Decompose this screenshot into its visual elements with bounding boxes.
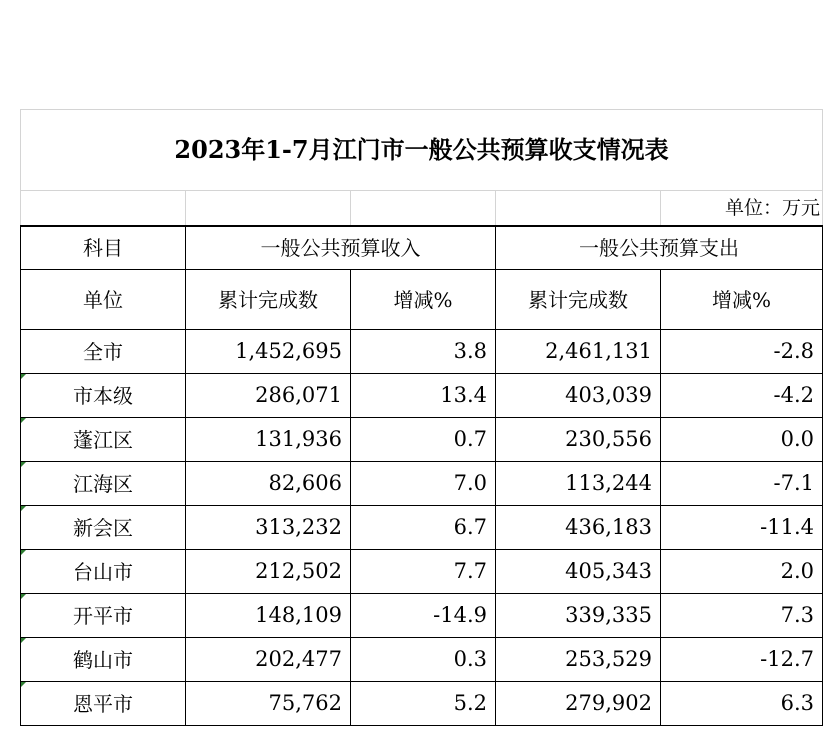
row-name-cell[interactable] (21, 594, 186, 638)
revenue-change-cell-text: 5.2 (453, 691, 487, 715)
expenditure-cell[interactable] (496, 682, 661, 726)
row-name-cell[interactable] (21, 418, 186, 462)
revenue-cell-text: 286,071 (255, 383, 342, 407)
spreadsheet (20, 109, 822, 726)
revenue-cell[interactable] (186, 418, 351, 462)
revenue-cell-text: 131,936 (255, 427, 342, 451)
expenditure-change-cell[interactable] (661, 374, 823, 418)
empty-cell[interactable] (21, 191, 186, 227)
row-name-cell-text: 江海区 (73, 471, 133, 496)
expenditure-cell-text: 253,529 (565, 647, 652, 671)
header-subject[interactable]: 科目 (21, 226, 186, 270)
expenditure-change-cell-text: -2.8 (773, 339, 814, 363)
revenue-change-cell-text: -14.9 (433, 603, 487, 627)
expenditure-cell-text: 230,556 (565, 427, 652, 451)
expenditure-change-cell[interactable] (661, 418, 823, 462)
row-name-cell-text: 鹤山市 (73, 647, 133, 672)
expenditure-cell[interactable] (496, 330, 661, 374)
cell-marker-icon (21, 594, 26, 599)
cell-marker-icon (21, 462, 26, 467)
expenditure-cell[interactable] (496, 374, 661, 418)
expenditure-change-cell-text: 7.3 (780, 603, 814, 627)
expenditure-change-cell-text: 6.3 (780, 691, 814, 715)
cell-marker-icon (21, 418, 26, 423)
header-revenue-change[interactable]: 增减% (351, 270, 496, 330)
row-name-cell-text: 台山市 (73, 559, 133, 584)
row-name-cell[interactable] (21, 330, 186, 374)
revenue-cell-text: 75,762 (268, 691, 342, 715)
revenue-cell-text: 1,452,695 (235, 339, 342, 363)
row-name-cell-text: 开平市 (73, 603, 133, 628)
row-name-cell[interactable] (21, 638, 186, 682)
expenditure-change-cell[interactable] (661, 682, 823, 726)
row-name-cell[interactable] (21, 462, 186, 506)
table-row (21, 374, 823, 418)
expenditure-cell[interactable] (496, 638, 661, 682)
expenditure-change-cell-text: -4.2 (773, 383, 814, 407)
revenue-cell[interactable] (186, 594, 351, 638)
expenditure-cell-text: 436,183 (565, 515, 652, 539)
expenditure-cell[interactable] (496, 594, 661, 638)
revenue-change-cell-text: 0.3 (453, 647, 487, 671)
row-name-cell-text: 市本级 (73, 383, 133, 408)
revenue-change-cell[interactable] (351, 550, 496, 594)
row-name-cell[interactable] (21, 550, 186, 594)
table-row (21, 550, 823, 594)
expenditure-change-cell-text: 0.0 (780, 427, 814, 451)
table-row (21, 682, 823, 726)
header-expenditure-change[interactable]: 增减% (661, 270, 823, 330)
revenue-change-cell-text: 3.8 (453, 339, 487, 363)
cell-marker-icon (21, 682, 26, 687)
row-name-cell-text: 蓬江区 (73, 427, 133, 452)
revenue-change-cell[interactable] (351, 374, 496, 418)
cell-marker-icon (21, 374, 26, 379)
revenue-change-cell-text: 7.7 (453, 559, 487, 583)
expenditure-cell[interactable] (496, 506, 661, 550)
row-name-cell[interactable] (21, 682, 186, 726)
row-name-cell-text: 恩平市 (73, 691, 133, 716)
revenue-change-cell[interactable] (351, 330, 496, 374)
table-row (21, 506, 823, 550)
revenue-change-cell[interactable] (351, 638, 496, 682)
revenue-change-cell[interactable] (351, 506, 496, 550)
header-revenue-group[interactable]: 一般公共预算收入 (186, 226, 496, 270)
expenditure-cell-text: 339,335 (565, 603, 652, 627)
empty-cell[interactable] (351, 191, 496, 227)
header-expenditure-group[interactable]: 一般公共预算支出 (496, 226, 823, 270)
revenue-cell-text: 212,502 (255, 559, 342, 583)
expenditure-cell-text: 405,343 (565, 559, 652, 583)
unit-label[interactable]: 单位：万元 (661, 191, 823, 227)
revenue-cell-text: 202,477 (255, 647, 342, 671)
row-name-cell[interactable] (21, 506, 186, 550)
expenditure-change-cell[interactable] (661, 330, 823, 374)
expenditure-cell[interactable] (496, 462, 661, 506)
table-row (21, 638, 823, 682)
expenditure-change-cell-text: -11.4 (760, 515, 814, 539)
expenditure-change-cell-text: -12.7 (760, 647, 814, 671)
revenue-change-cell-text: 6.7 (453, 515, 487, 539)
revenue-cell[interactable] (186, 462, 351, 506)
table-row (21, 462, 823, 506)
row-name-cell[interactable] (21, 374, 186, 418)
revenue-change-cell-text: 13.4 (440, 383, 487, 407)
revenue-change-cell[interactable] (351, 462, 496, 506)
cell-marker-icon (21, 506, 26, 511)
revenue-change-cell[interactable] (351, 594, 496, 638)
expenditure-change-cell-text: 2.0 (780, 559, 814, 583)
expenditure-change-cell[interactable] (661, 506, 823, 550)
cell-marker-icon (21, 638, 26, 643)
empty-cell[interactable] (496, 191, 661, 227)
header-expenditure-cumulative[interactable]: 累计完成数 (496, 270, 661, 330)
revenue-change-cell[interactable] (351, 418, 496, 462)
revenue-change-cell-text: 7.0 (453, 471, 487, 495)
revenue-cell[interactable] (186, 682, 351, 726)
table-row (21, 418, 823, 462)
expenditure-change-cell[interactable] (661, 594, 823, 638)
revenue-change-cell-text: 0.7 (453, 427, 487, 451)
table-row (21, 594, 823, 638)
revenue-cell[interactable] (186, 550, 351, 594)
revenue-change-cell[interactable] (351, 682, 496, 726)
table-row (21, 330, 823, 374)
cell-marker-icon (21, 550, 26, 555)
revenue-cell[interactable] (186, 638, 351, 682)
expenditure-change-cell[interactable] (661, 462, 823, 506)
revenue-cell-text: 313,232 (255, 515, 342, 539)
revenue-cell[interactable] (186, 330, 351, 374)
empty-cell[interactable] (186, 191, 351, 227)
expenditure-cell-text: 2,461,131 (545, 339, 652, 363)
header-revenue-cumulative[interactable]: 累计完成数 (186, 270, 351, 330)
row-name-cell-text: 新会区 (73, 515, 133, 540)
header-unit[interactable]: 单位 (21, 270, 186, 330)
expenditure-cell[interactable] (496, 550, 661, 594)
row-name-cell-text: 全市 (83, 339, 123, 364)
table-title[interactable]: 2023年1-7月江门市一般公共预算收支情况表 (21, 110, 823, 191)
budget-table (20, 109, 823, 726)
expenditure-cell-text: 403,039 (565, 383, 652, 407)
revenue-cell[interactable] (186, 506, 351, 550)
expenditure-cell[interactable] (496, 418, 661, 462)
expenditure-change-cell[interactable] (661, 550, 823, 594)
expenditure-cell-text: 279,902 (565, 691, 652, 715)
expenditure-cell-text: 113,244 (565, 471, 652, 495)
expenditure-change-cell[interactable] (661, 638, 823, 682)
expenditure-change-cell-text: -7.1 (773, 471, 814, 495)
revenue-cell-text: 82,606 (268, 471, 342, 495)
revenue-cell[interactable] (186, 374, 351, 418)
revenue-cell-text: 148,109 (255, 603, 342, 627)
